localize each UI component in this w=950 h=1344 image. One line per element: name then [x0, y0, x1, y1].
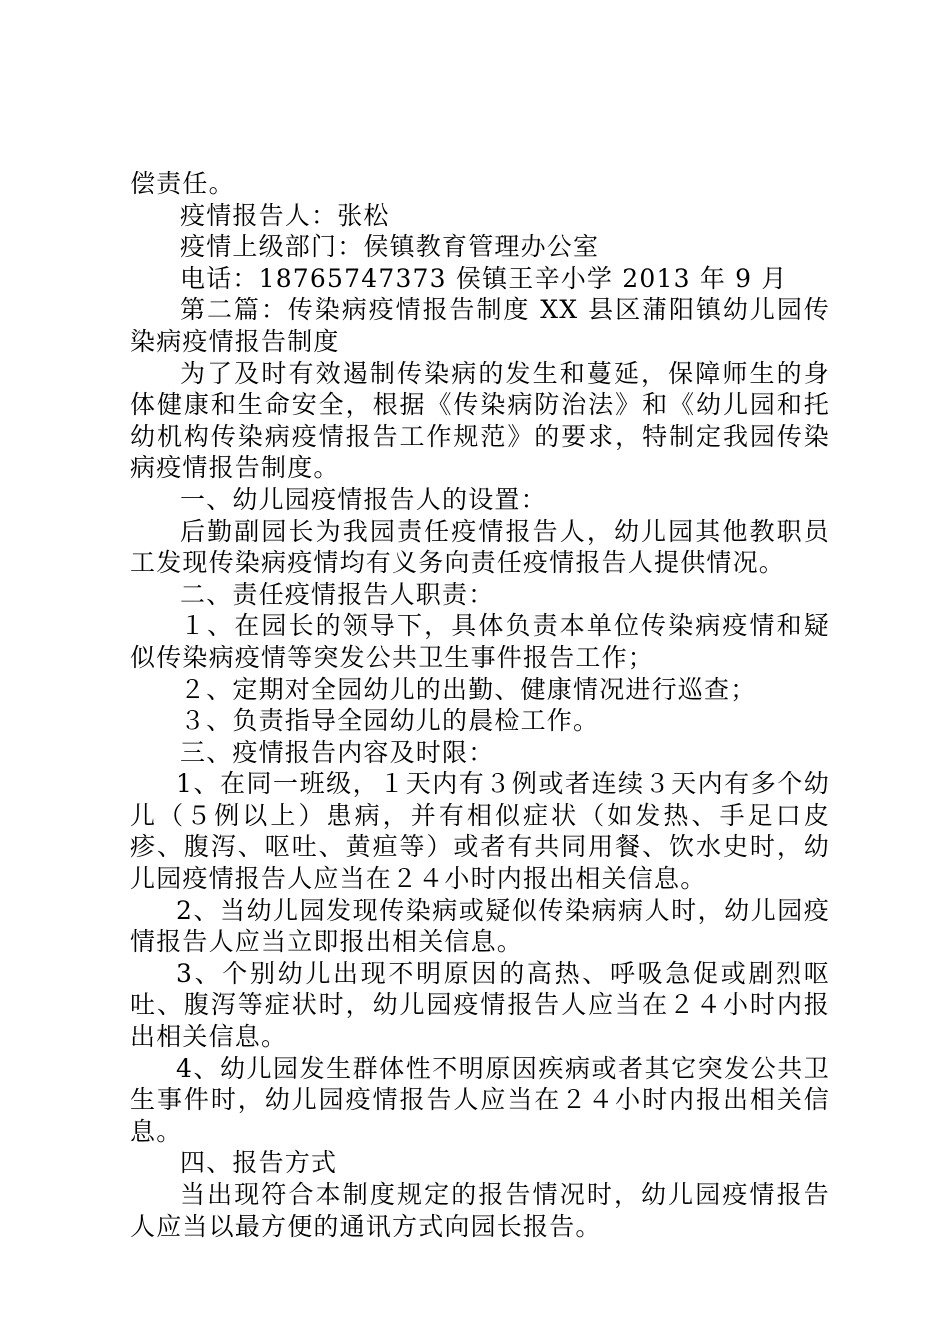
list-item-duty-2: ２、定期对全园幼儿的出勤、健康情况进行巡查；	[180, 674, 757, 704]
paragraph-intro: 为了及时有效遏制传染病的发生和蔓延，保障师生的身体健康和生命安全，根据《传染病防治法》和《幼儿园和托幼机构传染病疫情报告工作规范》的要求，特制定我园传染病疫情报告制度。	[130, 358, 830, 483]
document-page	[130, 168, 830, 1242]
paragraph-continuation: 偿责任。	[130, 169, 235, 198]
paragraph-section-4: 当出现符合本制度规定的报告情况时，幼儿园疫情报告人应当以最方便的通讯方式向园长报告。	[130, 1180, 830, 1241]
list-item-duty-3: ３、负责指导全园幼儿的晨检工作。	[180, 706, 600, 736]
heading-section-1: 一、幼儿园疫情报告人的设置：	[180, 484, 547, 514]
list-item-content-1: 1、在同一班级，１天内有３例或者连续３天内有多个幼儿（５例以上）患病，并有相似症状（如发热、手足口皮疹、腹泻、呕吐、黄疸等）或者有共同用餐、饮水史时，幼儿园疫情报告人应当在２４小时内报出相关信息。	[130, 769, 830, 894]
paragraph-supervisor: 疫情上级部门：侯镇教育管理办公室	[180, 232, 600, 262]
heading-section-4: 四、报告方式	[180, 1148, 338, 1178]
paragraph-section-1: 后勤副园长为我园责任疫情报告人，幼儿园其他教职员工发现传染病疫情均有义务向责任疫情报告人提供情况。	[130, 516, 830, 578]
list-item-content-3: 3、个别幼儿出现不明原因的高热、呼吸急促或剧烈呕吐、腹泻等症状时，幼儿园疫情报告人应当在２４小时内报出相关信息。	[130, 958, 830, 1052]
list-item-duty-1: １、在园长的领导下，具体负责本单位传染病疫情和疑似传染病疫情等突发公共卫生事件报告工作；	[130, 611, 830, 672]
heading-section-2: 二、责任疫情报告人职责：	[180, 579, 495, 609]
list-item-content-2: 2、当幼儿园发现传染病或疑似传染病病人时，幼儿园疫情报告人应当立即报出相关信息。	[130, 895, 830, 957]
paragraph-phone: 电话：18765747373 侯镇王辛小学 2013 年 9 月	[180, 263, 788, 293]
list-item-content-4: 4、幼儿园发生群体性不明原因疾病或者其它突发公共卫生事件时，幼儿园疫情报告人应当在２４小时内报出相关信息。	[130, 1053, 830, 1146]
paragraph-reporter: 疫情报告人：张松	[180, 200, 390, 230]
paragraph-section-title: 第二篇：传染病疫情报告制度 XX 县区蒲阳镇幼儿园传染病疫情报告制度	[130, 295, 830, 356]
heading-section-3: 三、疫情报告内容及时限：	[180, 737, 495, 767]
